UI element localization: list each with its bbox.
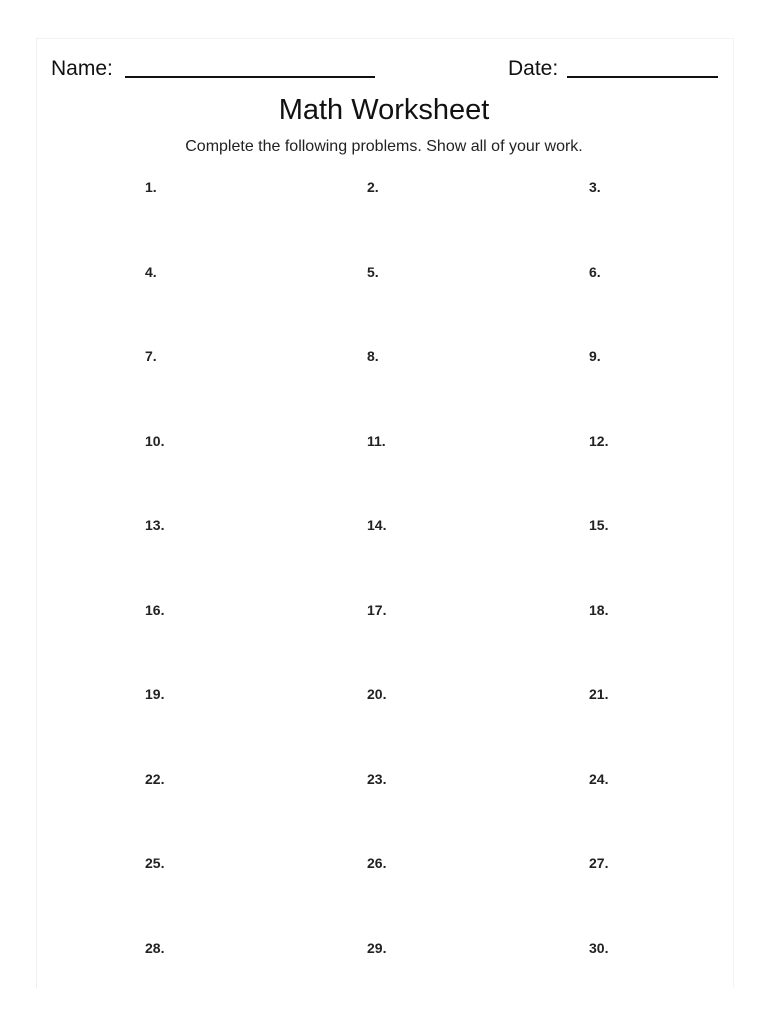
page-title: Math Worksheet: [278, 94, 490, 126]
problem-number: 10.: [145, 432, 165, 449]
problem-number: 9.: [589, 348, 601, 364]
problem-number: 1.: [145, 179, 157, 195]
problem-number: 5.: [367, 263, 379, 280]
problem-number: 23.: [367, 770, 387, 787]
problem-number: 12.: [589, 432, 609, 449]
instructions-text: Complete the following problems. Show all of your work.: [185, 138, 583, 155]
problem-number: 28.: [145, 939, 165, 956]
problem-number: 7.: [145, 348, 157, 364]
problem-grid: [145, 178, 625, 1023]
problem-number: 22.: [145, 770, 165, 787]
problem-number: 27.: [589, 855, 609, 871]
problem-number: 4.: [145, 263, 157, 280]
name-blank-line[interactable]: [125, 76, 375, 78]
problem-number: 17.: [367, 601, 387, 618]
name-label: Name:: [51, 57, 113, 80]
problem-number: 2.: [367, 179, 379, 195]
problem-number: 6.: [589, 263, 601, 280]
problem-number: 11.: [367, 432, 386, 449]
problem-number: 21.: [589, 686, 609, 702]
date-blank-line[interactable]: [567, 76, 718, 78]
problem-number: 30.: [589, 939, 609, 956]
problem-number: 18.: [589, 601, 609, 618]
header-row: [0, 56, 768, 86]
problem-number: 24.: [589, 770, 609, 787]
problem-number: 3.: [589, 179, 601, 195]
problem-number: 15.: [589, 517, 609, 533]
problem-number: 14.: [367, 517, 387, 533]
problem-number: 25.: [145, 855, 165, 871]
problem-number: 8.: [367, 348, 379, 364]
problem-number: 26.: [367, 855, 387, 871]
problem-number: 20.: [367, 686, 387, 702]
problem-number: 29.: [367, 939, 387, 956]
date-label: Date:: [508, 57, 559, 80]
problem-number: 19.: [145, 686, 165, 702]
problem-number: 16.: [145, 601, 165, 618]
problem-number: 13.: [145, 517, 165, 533]
